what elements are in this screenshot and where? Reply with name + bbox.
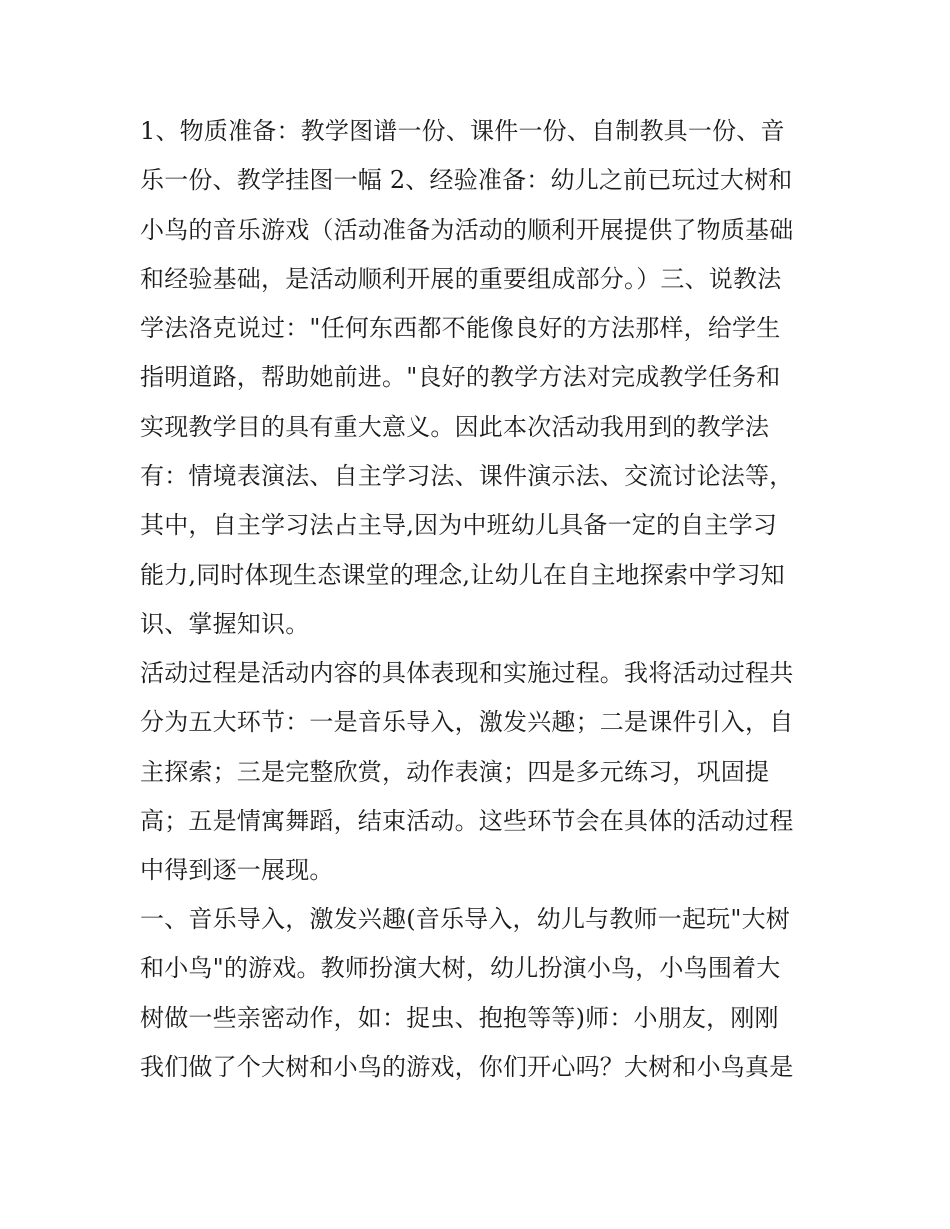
text-line: 小鸟的音乐游戏（活动准备为活动的顺利开展提供了物质基础	[140, 215, 794, 244]
paragraph-music-introduction	[140, 895, 820, 1092]
text-line: 指明道路，帮助她前进。"良好的教学方法对完成教学任务和	[140, 363, 781, 392]
text-line: 识、掌握知识。	[140, 609, 310, 638]
text-line: 其中，自主学习法占主导,因为中班幼儿具备一定的自主学习	[140, 511, 778, 540]
text-line: 学法洛克说过："任何东西都不能像良好的方法那样，给学生	[140, 314, 781, 343]
text-line: 树做一些亲密动作，如：捉虫、抱抱等等)师：小朋友，刚刚	[140, 1003, 779, 1032]
text-line: 有：情境表演法、自主学习法、课件演示法、交流讨论法等，	[140, 462, 794, 491]
text-line: 高；五是情寓舞蹈，结束活动。这些环节会在具体的活动过程	[140, 806, 794, 835]
text-line: 实现教学目的具有重大意义。因此本次活动我用到的教学法	[140, 412, 770, 441]
paragraph-preparation-and-methods	[140, 107, 820, 649]
text-line: 我们做了个大树和小鸟的游戏，你们开心吗？大树和小鸟真是	[140, 1052, 794, 1081]
text-line: 1、物质准备：教学图谱一份、课件一份、自制教具一份、音	[140, 117, 785, 145]
text-line: 中得到逐一展现。	[140, 856, 334, 885]
text-line: 分为五大环节：一是音乐导入，激发兴趣；二是课件引入，自	[140, 708, 794, 737]
text-line: 乐一份、教学挂图一幅 2、经验准备：幼儿之前已玩过大树和	[140, 166, 793, 195]
text-line: 能力,同时体现生态课堂的理念,让幼儿在自主地探索中学习知	[140, 560, 785, 589]
text-line: 和小鸟"的游戏。教师扮演大树，幼儿扮演小鸟，小鸟围着大	[140, 954, 781, 983]
text-line: 一、音乐导入，激发兴趣(音乐导入，幼儿与教师一起玩"大树	[140, 905, 791, 933]
text-line: 活动过程是活动内容的具体表现和实施过程。我将活动过程共	[140, 659, 794, 687]
text-line: 和经验基础，是活动顺利开展的重要组成部分。）三、说教法	[140, 264, 782, 293]
text-line: 主探索；三是完整欣赏，动作表演；四是多元练习，巩固提	[140, 757, 770, 786]
paragraph-activity-process	[140, 649, 820, 895]
